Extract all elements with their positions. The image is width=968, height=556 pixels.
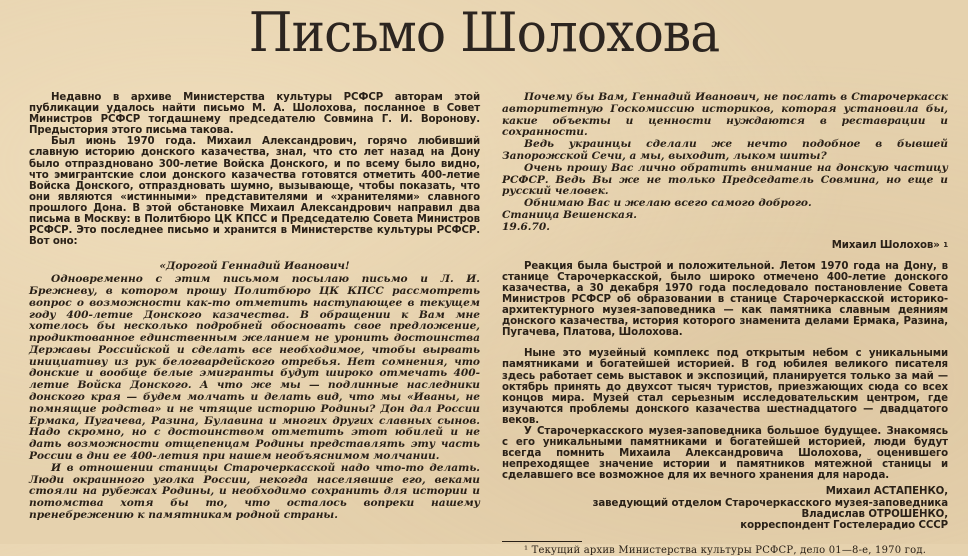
author-name: Владислав ОТРОШЕНКО, — [801, 508, 948, 520]
letter-date: 19.6.70. — [502, 220, 550, 233]
letter-paragraph: Одновременно с этим письмом посылаю письмо и Л. И. Брежневу, в котором прошу Политбюро ЦК КПСС рассмотреть вопрос о возможности как-то отметить наступающее в текущем году 400-летие Донского казачества. В обращении к Вам мне хотелось бы несколько подробней обосновать свое предложение, продиктованное единственным желанием не уронить достоинства Державы Российской и сделать все необходимое, чтобы вырвать инициативу из рук белогвардейского отребья. Нет сомнения, что донские и вообще белые эмигранты будут широко отмечать 400-летие Войска Донского. А что же мы — подлинные наследники донского края — будем молчать и делать вид, что мы «Иваны, не помнящие родства» и не чтящие историю Родины? Дон дал России Ермака, Пугачева, Разина, Булавина и многих других славных сынов. Надо скромно, но с достоинством отметить этот юбилей и не дать возможности отщепенцам Родины представлять эту часть России в дни ее 400-летия при нашем необъяснимом молчании. — [29, 273, 480, 463]
letter-paragraph: И в отношении станицы Старочеркасской надо что-то делать. Люди окраинного уголка России, некогда населявшие его, веками стояли на рубежах Родины, и необходимо сохранить для истории и потомства хотя бы то, что осталось вопреки нашему пренебрежению к памятникам родной страны. — [29, 461, 480, 522]
letter-paragraph: Очень прошу Вас лично обратить внимание на донскую частицу РСФСР. Ведь Вы же не только Председатель Совмина, но еще и русский человек. — [502, 161, 948, 198]
intro-paragraph: Был июнь 1970 года. Михаил Александрович, горячо любивший славную историю донского казачества, знал, что сто лет назад на Дону было отпраздновано 300-летие Войска Донского, и по всему было видно, что эмигрантские слои донского казачества готовятся отметить 400-летие Войска Донского, отпраздновать шумно, вызывающе, чтобы показать, что они являются «истинными» представителями и «хранителями» славного прошлого Дона. В этой обстановке Михаил Александрович направил два письма в Москву: в Политбюро ЦК КПСС и Председателю Совета Министров РСФСР. Это последнее письмо и хранится в Министерстве культуры РСФСР. Вот оно: — [29, 136, 480, 248]
letter-section — [29, 261, 480, 522]
footnote-divider — [502, 541, 582, 542]
letter-signature — [502, 240, 948, 251]
afterword-paragraph: Ныне это музейный комплекс под открытым небом с уникальными памятниками и богатейшей историей. В год юбилея великого писателя здесь работает семь выставок и экспозиций, планируется только за май — октябрь принять до двухсот тысяч туристов, приезжающих сюда со всех концов мира. Музей стал серьезным исследовательским центром, где изучаются проблемы донского казачества шестнадцатого — двадцатого веков. — [502, 348, 948, 426]
afterword-section — [502, 240, 948, 531]
intro-section — [29, 92, 480, 247]
footnote-marker: 1 — [943, 240, 948, 249]
footnote-text: ¹ Текущий архив Министерства культуры РСФСР, дело 01—8-е, 1970 год. — [524, 544, 927, 556]
letter-paragraph: Обнимаю Вас и желаю всего самого доброго. — [524, 197, 812, 210]
right-column — [502, 92, 948, 556]
author-title: заведующий отделом Старочеркасского музея-заповедника — [592, 497, 948, 509]
letter-place: Станица Вешенская. — [502, 208, 637, 221]
letter-continued — [502, 92, 948, 234]
left-column — [29, 92, 480, 522]
letter-salutation: «Дорогой Геннадий Иванович! — [159, 260, 350, 273]
letter-paragraph: Почему бы Вам, Геннадий Иванович, не послать в Старочеркасск авторитетную Госкомиссию историков, которая установила бы, какие объекты и ценности нуждаются в реставрации и сохранности. — [502, 91, 948, 139]
afterword-paragraph: Реакция была быстрой и положительной. Летом 1970 года на Дону, в станице Старочеркасской, было широко отмечено 400-летие донского казачества, а 30 декабря 1970 года последовало постановление Совета Министров РСФСР об образовании в станице Старочеркасской историко-архитектурного музея-заповедника — как памятника славным деяниям донского казачества, история которого знаменита делами Ермака, Разина, Пугачева, Платова, Шолохова. — [502, 260, 948, 339]
afterword-paragraph: У Старочеркасского музея-заповедника большое будущее. Знакомясь с его уникальными памятниками и богатейшей историей, люди будут всегда помнить Михаила Александровича Шолохова, оценившего непреходящее значение истории и памятников мятежной станицы и сделавшего все возможное для их вечного хранения для народа. — [502, 425, 948, 482]
article-title: Письмо Шолохова — [248, 1, 720, 64]
author-name: Михаил АСТАПЕНКО, — [825, 486, 948, 498]
intro-paragraph: Недавно в архиве Министерства культуры РСФСР авторам этой публикации удалось найти письмо М. А. Шолохова, посланное в Совет Министров РСФСР тогдашнему председателю Совмина Г. И. Воронову. Предыстория этого письма такова. — [29, 92, 480, 137]
signature-name: Михаил Шолохов» — [831, 239, 940, 251]
author-title: корреспондент Гостелерадио СССР — [740, 519, 948, 531]
letter-paragraph: Ведь украинцы сделали же нечто подобное в бывшей Запорожской Сечи, а мы, выходит, лыком шиты? — [502, 138, 948, 162]
